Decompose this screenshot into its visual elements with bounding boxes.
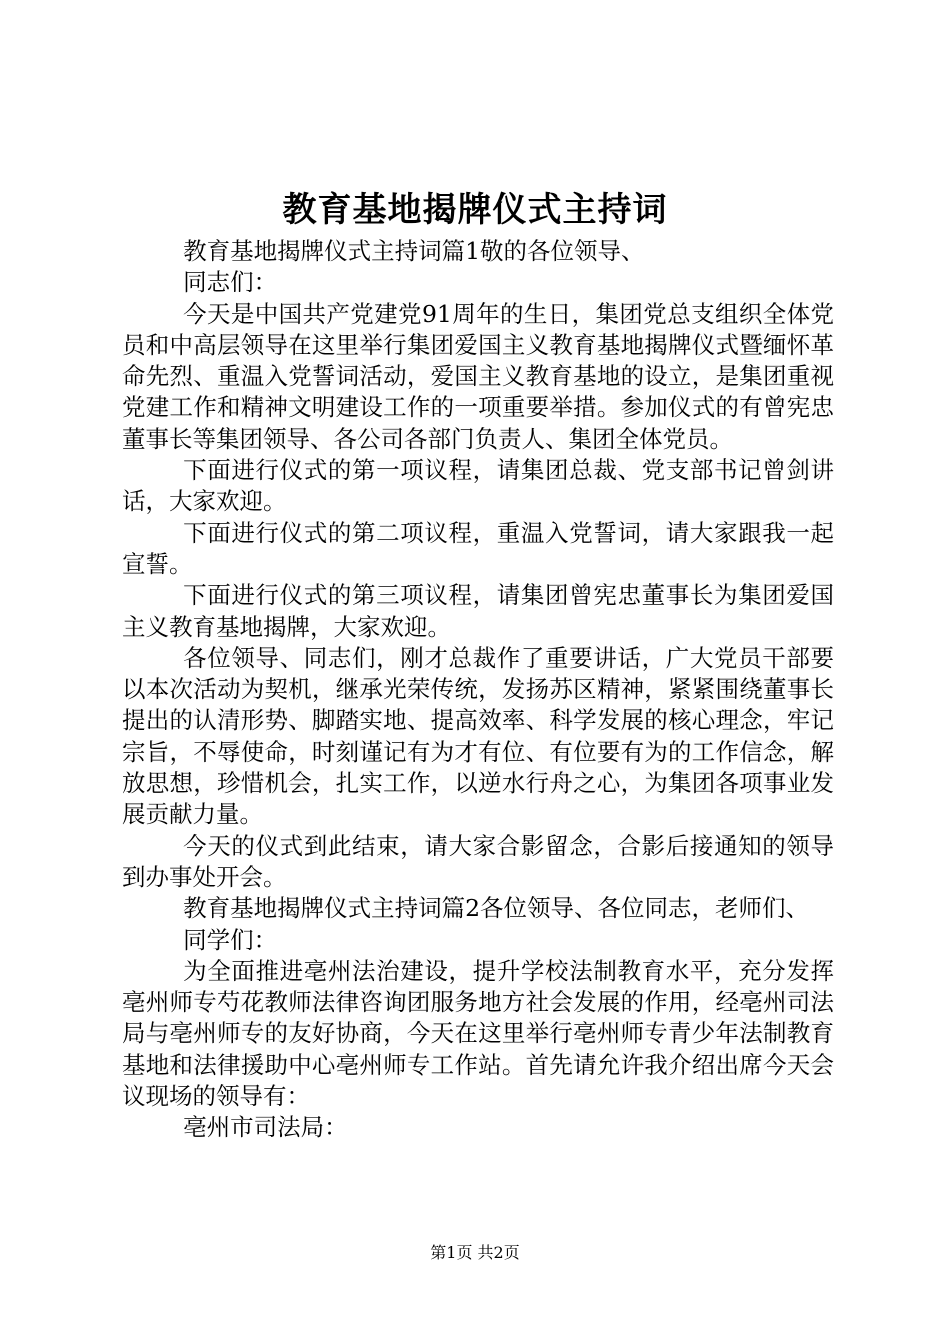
page-footer: 第1页 共2页: [430, 1243, 520, 1262]
document-title: 教育基地揭牌仪式主持词: [282, 190, 668, 230]
document-body: [122, 236, 834, 1144]
paragraph: 今天是中国共产党建党91周年的生日，集团党总支组织全体党员和中高层领导在这里举行集团爱国主义教育基地揭牌仪式暨缅怀革命先烈、重温入党誓词活动，爱国主义教育基地的设立，是集团重视党建工作和精神文明建设工作的一项重要举措。参加仪式的有曾宪忠董事长等集团领导、各公司各部门负责人、集团全体党员。: [122, 299, 834, 453]
paragraph: 教育基地揭牌仪式主持词篇1敬的各位领导、: [183, 237, 645, 265]
paragraph: 同学们：: [183, 925, 278, 954]
paragraph: 下面进行仪式的第三项议程，请集团曾宪忠董事长为集团爱国主义教育基地揭牌，大家欢迎。: [122, 581, 834, 641]
paragraph: 为全面推进亳州法治建设，提升学校法制教育水平，充分发挥亳州师专芍花教师法律咨询团服务地方社会发展的作用，经亳州司法局与亳州师专的友好协商，今天在这里举行亳州师专青少年法制教育基地和法律援助中心亳州师专工作站。首先请允许我介绍出席今天会议现场的领导有：: [122, 956, 834, 1111]
paragraph: 亳州市司法局：: [183, 1113, 348, 1142]
paragraph: 同志们：: [183, 268, 278, 297]
paragraph: 教育基地揭牌仪式主持词篇2各位领导、各位同志，老师们、: [183, 894, 810, 923]
paragraph: 下面进行仪式的第二项议程，重温入党誓词，请大家跟我一起宣誓。: [122, 518, 834, 578]
paragraph: 今天的仪式到此结束，请大家合影留念，合影后接通知的领导到办事处开会。: [122, 831, 834, 891]
paragraph: 各位领导、同志们，刚才总裁作了重要讲话，广大党员干部要以本次活动为契机，继承光荣传统，发扬苏区精神，紧紧围绕董事长提出的认清形势、脚踏实地、提高效率、科学发展的核心理念，牢记宗旨，不辱使命，时刻谨记有为才有位、有位要有为的工作信念，解放思想，珍惜机会，扎实工作，以逆水行舟之心，为集团各项事业发展贡献力量。: [122, 643, 834, 829]
paragraph: 下面进行仪式的第一项议程，请集团总裁、党支部书记曾剑讲话，大家欢迎。: [122, 456, 834, 516]
